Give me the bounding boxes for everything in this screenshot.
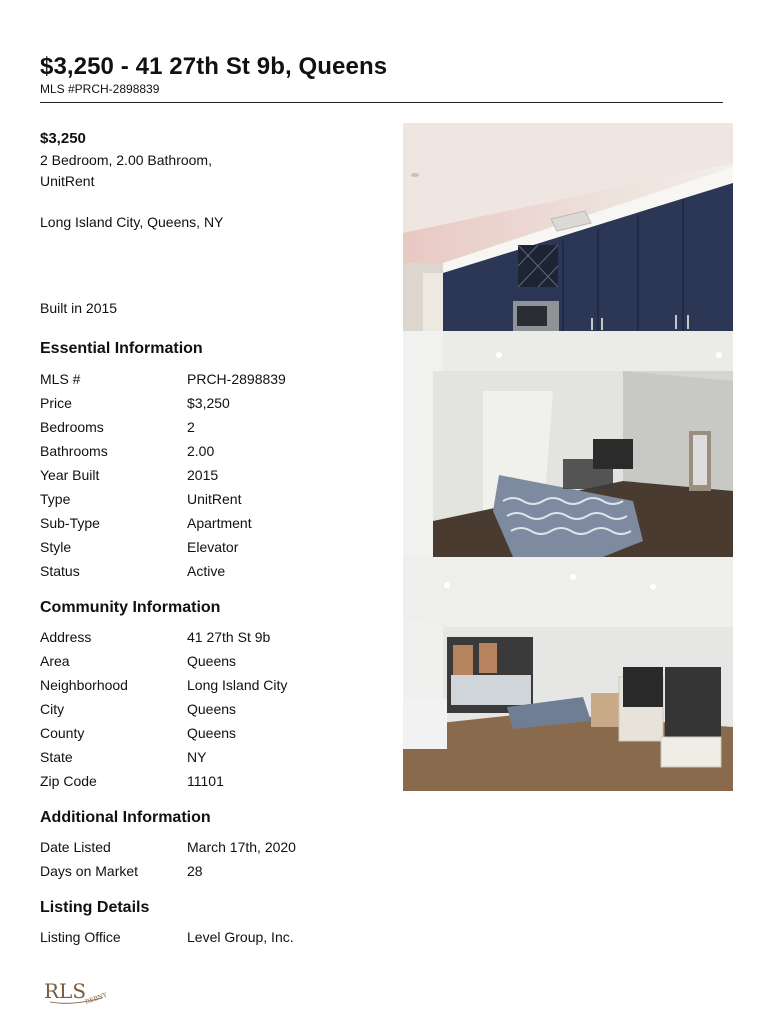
field-label: Days on Market [40, 863, 139, 879]
section-title-additional: Additional Information [40, 809, 211, 826]
summary-location: Long Island City, Queens, NY [40, 214, 224, 230]
field-value: 2 [187, 419, 195, 435]
field-label: Bathrooms [40, 443, 108, 459]
field-value: PRCH-2898839 [187, 371, 286, 387]
field-label: Type [40, 491, 71, 507]
field-label: Style [40, 539, 72, 555]
field-value: Queens [187, 653, 237, 669]
field-label: County [40, 725, 85, 741]
field-value: $3,250 [187, 395, 230, 411]
field-label: State [40, 749, 73, 765]
field-value: UnitRent [187, 491, 242, 507]
field-value: 11101 [187, 773, 224, 789]
section-title-listing: Listing Details [40, 899, 150, 916]
mls-number: MLS #PRCH-2898839 [40, 82, 160, 96]
field-label: Address [40, 629, 92, 645]
summary-beds-baths: 2 Bedroom, 2.00 Bathroom, [40, 152, 212, 168]
field-label: Area [40, 653, 70, 669]
field-label: Status [40, 563, 80, 579]
field-label: MLS # [40, 371, 81, 387]
section-title-essential: Essential Information [40, 340, 203, 357]
field-label: Neighborhood [40, 677, 128, 693]
rls-logo [42, 978, 112, 1006]
page-title: $3,250 - 41 27th St 9b, Queens [40, 53, 388, 80]
field-value: Queens [187, 701, 237, 717]
field-value: March 17th, 2020 [187, 839, 296, 855]
field-label: City [40, 701, 65, 717]
field-value: 28 [187, 863, 203, 879]
field-label: Year Built [40, 467, 100, 483]
summary-price: $3,250 [40, 130, 86, 147]
field-label: Price [40, 395, 72, 411]
summary-built: Built in 2015 [40, 300, 118, 316]
summary-type: UnitRent [40, 173, 95, 189]
field-value: Elevator [187, 539, 239, 555]
bedroom-photo [403, 331, 733, 557]
field-value: 41 27th St 9b [187, 629, 271, 645]
field-label: Sub-Type [40, 515, 100, 531]
field-label: Listing Office [40, 929, 121, 945]
field-label: Bedrooms [40, 419, 104, 435]
kitchen-photo [403, 123, 733, 331]
field-label: Date Listed [40, 839, 111, 855]
field-value: Level Group, Inc. [187, 929, 294, 945]
field-value: 2.00 [187, 443, 215, 459]
field-value: Long Island City [187, 677, 288, 693]
field-value: NY [187, 749, 207, 765]
field-value: Queens [187, 725, 237, 741]
living-room-photo [403, 557, 733, 791]
header-divider [40, 102, 723, 103]
section-title-community: Community Information [40, 599, 221, 616]
logo-tag: REBNY [84, 991, 108, 1006]
field-value: 2015 [187, 467, 219, 483]
logo-text: RLS [44, 979, 87, 1003]
field-label: Zip Code [40, 773, 97, 789]
field-value: Apartment [187, 515, 252, 531]
photo-column [403, 123, 733, 791]
field-value: Active [187, 563, 226, 579]
